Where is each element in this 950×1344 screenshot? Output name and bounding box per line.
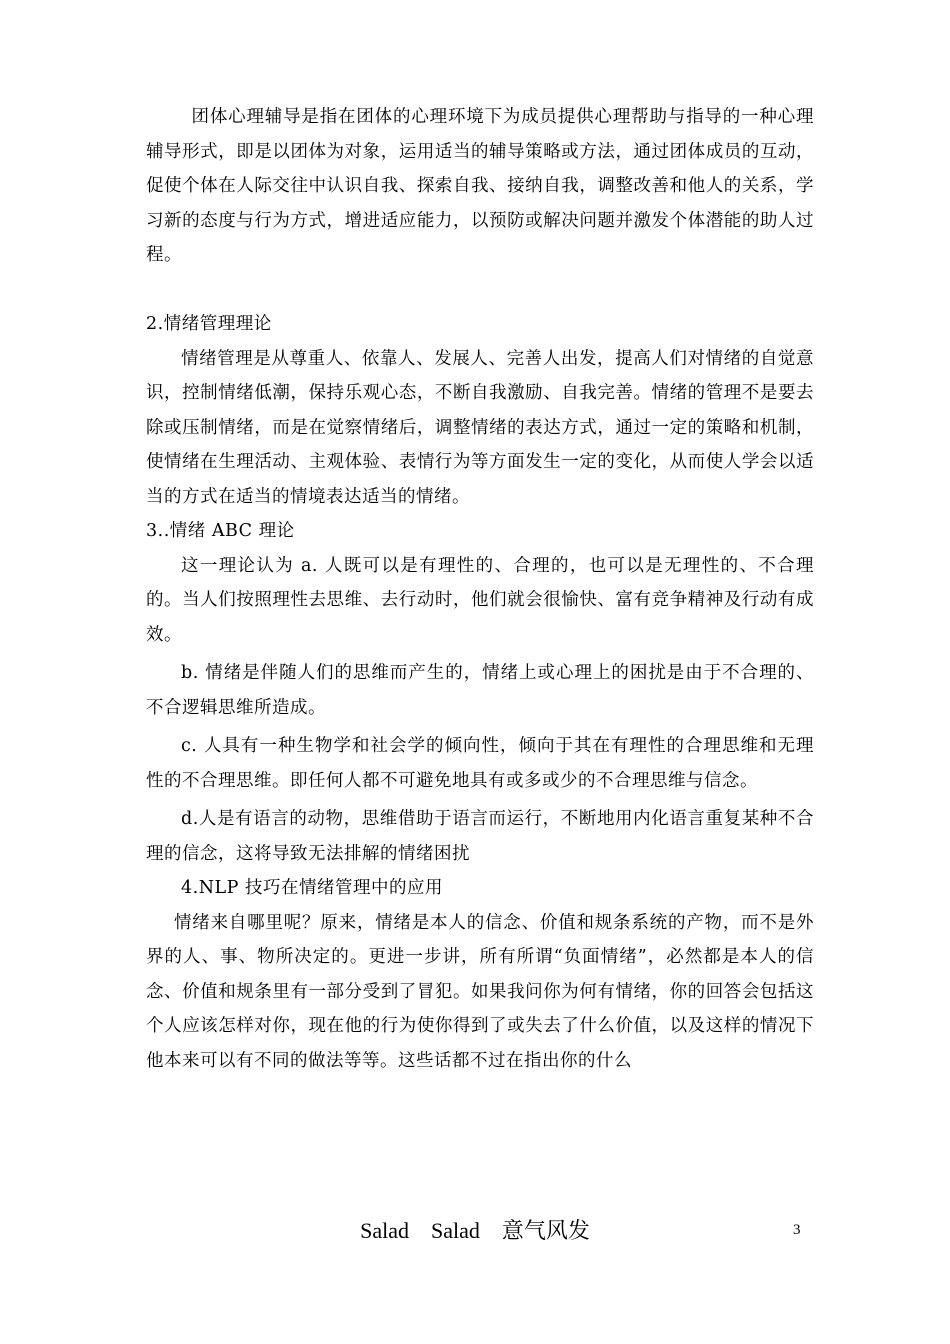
blank-line: [146, 273, 814, 308]
paragraph-group-counseling: 团体心理辅导是指在团体的心理环境下为成员提供心理帮助与指导的一种心理辅导形式，即是以团体为对象，运用适当的辅导策略或方法，通过团体成员的互动，促使个体在人际交往中认识自我、探索自我、接纳自我，调整改善和他人的关系，学习新的态度与行为方式，增进适应能力，以预防或解决问题并激发个体潜能的助人过程。: [146, 107, 814, 265]
paragraph-abc-a: 这一理论认为 a. 人既可以是有理性的、合理的，也可以是无理性的、不合理的。当人们按照理性去思维、去行动时，他们就会很愉快、富有竞争精神及行动有成效。: [146, 555, 814, 645]
paragraph-abc-b: b. 情绪是伴随人们的思维而产生的，情绪上或心理上的困扰是由于不合理的、不合逻辑思维所造成。: [146, 663, 814, 718]
page-footer: Salad Salad 意气风发: [360, 1218, 590, 1243]
document-body: [146, 100, 814, 1078]
heading-abc-theory: 3..情绪 ABC 理论: [146, 521, 295, 541]
paragraph-emotion-management: 情绪管理是从尊重人、依靠人、发展人、完善人出发，提高人们对情绪的自觉意识，控制情绪低潮，保持乐观心态，不断自我激励、自我完善。情绪的管理不是要去除或压制情绪，而是在觉察情绪后，调整情绪的表达方式，通过一定的策略和机制，使情绪在生理活动、主观体验、表情行为等方面发生一定的变化，从而使人学会以适当的方式在适当的情境表达适当的情绪。: [146, 348, 814, 507]
heading-nlp: 4.NLP 技巧在情绪管理中的应用: [181, 878, 443, 898]
paragraph-abc-c: c. 人具有一种生物学和社会学的倾向性，倾向于其在有理性的合理思维和无理性的不合理思维。即任何人都不可避免地具有或多或少的不合理思维与信念。: [146, 736, 814, 791]
paragraph-abc-d: d.人是有语言的动物，思维借助于语言而运行，不断地用内化语言重复某种不合理的信念，这将导致无法排解的情绪困扰: [146, 809, 814, 864]
page-number: 3: [793, 1222, 801, 1238]
heading-emotion-management: 2.情绪管理理论: [146, 314, 272, 334]
paragraph-nlp: 情绪来自哪里呢？原来，情绪是本人的信念、价值和规条系统的产物，而不是外界的人、事、物所决定的。更进一步讲，所有所谓“负面情绪”，必然都是本人的信念、价值和规条里有一部分受到了冒犯。如果我问你为何有情绪，你的回答会包括这个人应该怎样对你，现在他的行为使你得到了或失去了什么价值，以及这样的情况下他本来可以有不同的做法等等。这些话都不过在指出你的什么: [146, 912, 814, 1071]
